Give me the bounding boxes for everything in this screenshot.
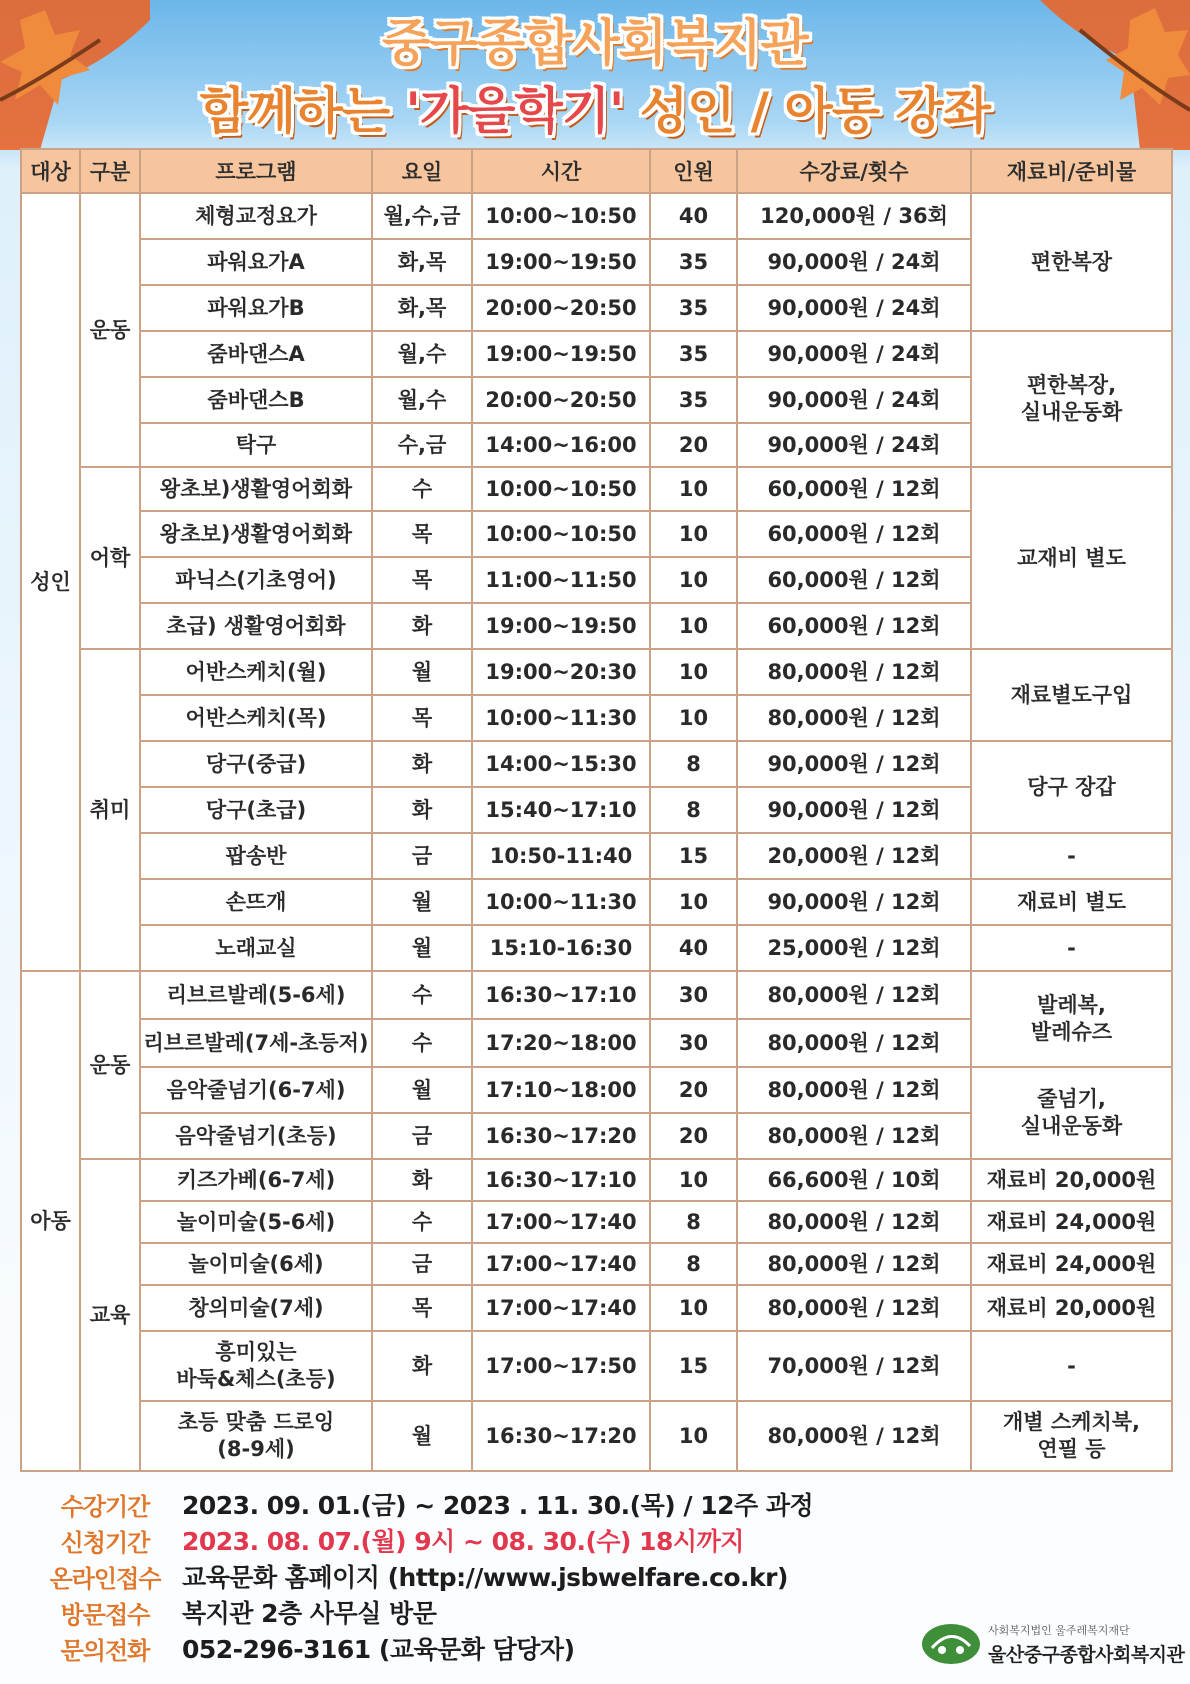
table-body [21,193,1172,1471]
time-cell: 11:00~11:50 [472,557,650,603]
fee-cell: 80,000원 / 12회 [737,971,971,1019]
program-cell: 왕초보)생활영어회화 [140,467,372,511]
note-value[interactable]: 교육문화 홈페이지 (http://www.jsbwelfare.co.kr) [182,1563,788,1592]
program-cell: 리브르발레(7세-초등저) [140,1019,372,1067]
people-cell: 30 [650,971,737,1019]
program-cell: 당구(초급) [140,787,372,833]
note-label: 신청기간 [60,1528,150,1557]
materials-cell: - [971,925,1172,971]
day-cell: 월,수 [372,331,472,377]
day-cell: 수 [372,1019,472,1067]
category-cell: 운동 [80,193,140,467]
table-row [21,1159,1172,1201]
fee-cell: 60,000원 / 12회 [737,603,971,649]
note-row [40,1522,940,1558]
header-time: 시간 [472,149,650,193]
program-cell: 음악줄넘기(초등) [140,1113,372,1159]
materials-cell: 발레복, 발레슈즈 [971,971,1172,1067]
program-cell: 왕초보)생활영어회화 [140,511,372,557]
materials-cell: 재료비 24,000원 [971,1201,1172,1243]
day-cell: 화 [372,603,472,649]
note-row [40,1594,940,1630]
time-cell: 15:10-16:30 [472,925,650,971]
time-cell: 19:00~20:30 [472,649,650,695]
fee-cell: 80,000원 / 12회 [737,1201,971,1243]
logo-emblem-icon [920,1620,982,1668]
people-cell: 30 [650,1019,737,1067]
people-cell: 10 [650,557,737,603]
note-row [40,1558,940,1594]
people-cell: 40 [650,925,737,971]
table-row [21,1243,1172,1285]
materials-cell: 편한복장, 실내운동화 [971,331,1172,467]
notes-section [40,1486,940,1666]
category-cell: 취미 [80,649,140,971]
time-cell: 19:00~19:50 [472,239,650,285]
table-row [21,925,1172,971]
table-row [21,741,1172,787]
materials-cell: 재료비 별도 [971,879,1172,925]
people-cell: 35 [650,239,737,285]
program-cell: 팝송반 [140,833,372,879]
program-cell: 놀이미술(5-6세) [140,1201,372,1243]
program-cell: 창의미술(7세) [140,1285,372,1331]
day-cell: 수 [372,467,472,511]
program-cell: 노래교실 [140,925,372,971]
materials-cell: 개별 스케치북, 연필 등 [971,1401,1172,1471]
note-row [40,1630,940,1666]
logo-name-text: 울산중구종합사회복지관 [988,1644,1185,1666]
fee-cell: 80,000원 / 12회 [737,1019,971,1067]
table-row [21,1401,1172,1471]
subtitle-highlight: '가을학기' [405,82,624,140]
time-cell: 10:00~11:30 [472,879,650,925]
fee-cell: 80,000원 / 12회 [737,1113,971,1159]
time-cell: 14:00~16:00 [472,423,650,467]
table-row [21,1331,1172,1401]
people-cell: 20 [650,1067,737,1113]
time-cell: 17:00~17:40 [472,1243,650,1285]
people-cell: 15 [650,833,737,879]
day-cell: 목 [372,557,472,603]
fee-cell: 80,000원 / 12회 [737,1401,971,1471]
table-row [21,649,1172,695]
fee-cell: 60,000원 / 12회 [737,557,971,603]
day-cell: 월 [372,649,472,695]
category-cell: 운동 [80,971,140,1159]
people-cell: 8 [650,787,737,833]
time-cell: 17:00~17:40 [472,1201,650,1243]
people-cell: 10 [650,603,737,649]
program-cell: 탁구 [140,423,372,467]
time-cell: 14:00~15:30 [472,741,650,787]
day-cell: 수 [372,1201,472,1243]
fee-cell: 80,000원 / 12회 [737,1243,971,1285]
people-cell: 35 [650,285,737,331]
header-target: 대상 [21,149,80,193]
note-value: 2023. 08. 07.(월) 9시 ~ 08. 30.(수) 18시까지 [182,1527,744,1556]
program-cell: 줌바댄스A [140,331,372,377]
people-cell: 10 [650,649,737,695]
day-cell: 월 [372,925,472,971]
table-row [21,467,1172,511]
program-cell: 체형교정요가 [140,193,372,239]
materials-cell: 재료비 20,000원 [971,1285,1172,1331]
people-cell: 10 [650,879,737,925]
fee-cell: 70,000원 / 12회 [737,1331,971,1401]
day-cell: 화 [372,1159,472,1201]
program-cell: 초급) 생활영어회화 [140,603,372,649]
fee-cell: 66,600원 / 10회 [737,1159,971,1201]
day-cell: 수,금 [372,423,472,467]
header-fee: 수강료/횟수 [737,149,971,193]
program-cell: 놀이미술(6세) [140,1243,372,1285]
time-cell: 10:00~11:30 [472,695,650,741]
day-cell: 목 [372,695,472,741]
note-value: 052-296-3161 (교육문화 담당자) [182,1635,575,1664]
poster-title: 중구종합사회복지관 [382,14,808,72]
category-cell: 교육 [80,1159,140,1471]
fee-cell: 90,000원 / 12회 [737,879,971,925]
table-header-row [21,149,1172,193]
materials-cell: - [971,833,1172,879]
program-cell: 키즈가베(6-7세) [140,1159,372,1201]
day-cell: 화 [372,741,472,787]
people-cell: 8 [650,741,737,787]
materials-cell: - [971,1331,1172,1401]
target-cell: 아동 [21,971,80,1471]
time-cell: 19:00~19:50 [472,603,650,649]
table-row [21,1067,1172,1113]
fee-cell: 25,000원 / 12회 [737,925,971,971]
materials-cell: 편한복장 [971,193,1172,331]
people-cell: 8 [650,1201,737,1243]
poster-header [0,10,1190,146]
fee-cell: 90,000원 / 24회 [737,377,971,423]
time-cell: 20:00~20:50 [472,377,650,423]
program-cell: 파워요가A [140,239,372,285]
day-cell: 월 [372,879,472,925]
day-cell: 금 [372,1243,472,1285]
program-cell: 줌바댄스B [140,377,372,423]
materials-cell: 재료별도구입 [971,649,1172,741]
fee-cell: 80,000원 / 12회 [737,695,971,741]
header-materials: 재료비/준비물 [971,149,1172,193]
fee-cell: 120,000원 / 36회 [737,193,971,239]
people-cell: 10 [650,695,737,741]
day-cell: 목 [372,511,472,557]
program-cell: 당구(중급) [140,741,372,787]
fee-cell: 80,000원 / 12회 [737,1285,971,1331]
header-day: 요일 [372,149,472,193]
table-row [21,879,1172,925]
fee-cell: 60,000원 / 12회 [737,511,971,557]
day-cell: 화,목 [372,285,472,331]
time-cell: 15:40~17:10 [472,787,650,833]
header-program: 프로그램 [140,149,372,193]
note-value: 복지관 2층 사무실 방문 [182,1599,437,1628]
table-row [21,1201,1172,1243]
people-cell: 8 [650,1243,737,1285]
time-cell: 17:00~17:50 [472,1331,650,1401]
time-cell: 16:30~17:10 [472,971,650,1019]
table-row [21,193,1172,239]
time-cell: 20:00~20:50 [472,285,650,331]
program-cell: 파닉스(기초영어) [140,557,372,603]
day-cell: 월 [372,1067,472,1113]
people-cell: 40 [650,193,737,239]
program-cell: 어반스케치(월) [140,649,372,695]
note-label: 온라인접수 [49,1564,161,1593]
header-people: 인원 [650,149,737,193]
people-cell: 35 [650,377,737,423]
people-cell: 35 [650,331,737,377]
fee-cell: 90,000원 / 24회 [737,331,971,377]
people-cell: 20 [650,1113,737,1159]
time-cell: 10:00~10:50 [472,467,650,511]
time-cell: 16:30~17:20 [472,1113,650,1159]
fee-cell: 90,000원 / 24회 [737,423,971,467]
people-cell: 10 [650,467,737,511]
category-cell: 어학 [80,467,140,649]
day-cell: 화 [372,787,472,833]
time-cell: 17:10~18:00 [472,1067,650,1113]
fee-cell: 90,000원 / 12회 [737,787,971,833]
people-cell: 10 [650,1401,737,1471]
table-row [21,331,1172,377]
time-cell: 17:00~17:40 [472,1285,650,1331]
schedule-table [20,148,1173,1472]
fee-cell: 90,000원 / 12회 [737,741,971,787]
people-cell: 10 [650,511,737,557]
materials-cell: 줄넘기, 실내운동화 [971,1067,1172,1159]
program-cell: 어반스케치(목) [140,695,372,741]
poster-subtitle: 함께하는 '가을학기' 성인 / 아동 강좌 [199,82,991,140]
day-cell: 월 [372,1401,472,1471]
table-row [21,833,1172,879]
fee-cell: 90,000원 / 24회 [737,285,971,331]
fee-cell: 20,000원 / 12회 [737,833,971,879]
program-cell: 음악줄넘기(6-7세) [140,1067,372,1113]
people-cell: 20 [650,423,737,467]
day-cell: 목 [372,1285,472,1331]
day-cell: 화,목 [372,239,472,285]
time-cell: 17:20~18:00 [472,1019,650,1067]
organization-logo [920,1616,1185,1676]
note-label: 문의전화 [60,1636,150,1665]
people-cell: 10 [650,1285,737,1331]
time-cell: 16:30~17:10 [472,1159,650,1201]
note-label: 수강기간 [60,1492,150,1521]
people-cell: 10 [650,1159,737,1201]
day-cell: 월,수,금 [372,193,472,239]
time-cell: 10:50-11:40 [472,833,650,879]
program-cell: 흥미있는 바둑&체스(초등) [140,1331,372,1401]
program-cell: 리브르발레(5-6세) [140,971,372,1019]
materials-cell: 당구 장갑 [971,741,1172,833]
day-cell: 금 [372,833,472,879]
note-label: 방문접수 [60,1600,150,1629]
materials-cell: 재료비 24,000원 [971,1243,1172,1285]
day-cell: 월,수 [372,377,472,423]
table-row [21,971,1172,1019]
program-cell: 손뜨개 [140,879,372,925]
header-category: 구분 [80,149,140,193]
people-cell: 15 [650,1331,737,1401]
fee-cell: 60,000원 / 12회 [737,467,971,511]
logo-foundation-text: 사회복지법인 울주레복지재단 [988,1624,1130,1637]
table-row [21,1285,1172,1331]
program-cell: 파워요가B [140,285,372,331]
program-cell: 초등 맞춤 드로잉 (8-9세) [140,1401,372,1471]
time-cell: 10:00~10:50 [472,511,650,557]
fee-cell: 90,000원 / 24회 [737,239,971,285]
fee-cell: 80,000원 / 12회 [737,649,971,695]
materials-cell: 재료비 20,000원 [971,1159,1172,1201]
day-cell: 화 [372,1331,472,1401]
note-value: 2023. 09. 01.(금) ~ 2023 . 11. 30.(목) / 12주 과정 [182,1491,814,1520]
materials-cell: 교재비 별도 [971,467,1172,649]
fee-cell: 80,000원 / 12회 [737,1067,971,1113]
time-cell: 19:00~19:50 [472,331,650,377]
target-cell: 성인 [21,193,80,971]
note-row [40,1486,940,1522]
day-cell: 금 [372,1113,472,1159]
time-cell: 10:00~10:50 [472,193,650,239]
day-cell: 수 [372,971,472,1019]
time-cell: 16:30~17:20 [472,1401,650,1471]
